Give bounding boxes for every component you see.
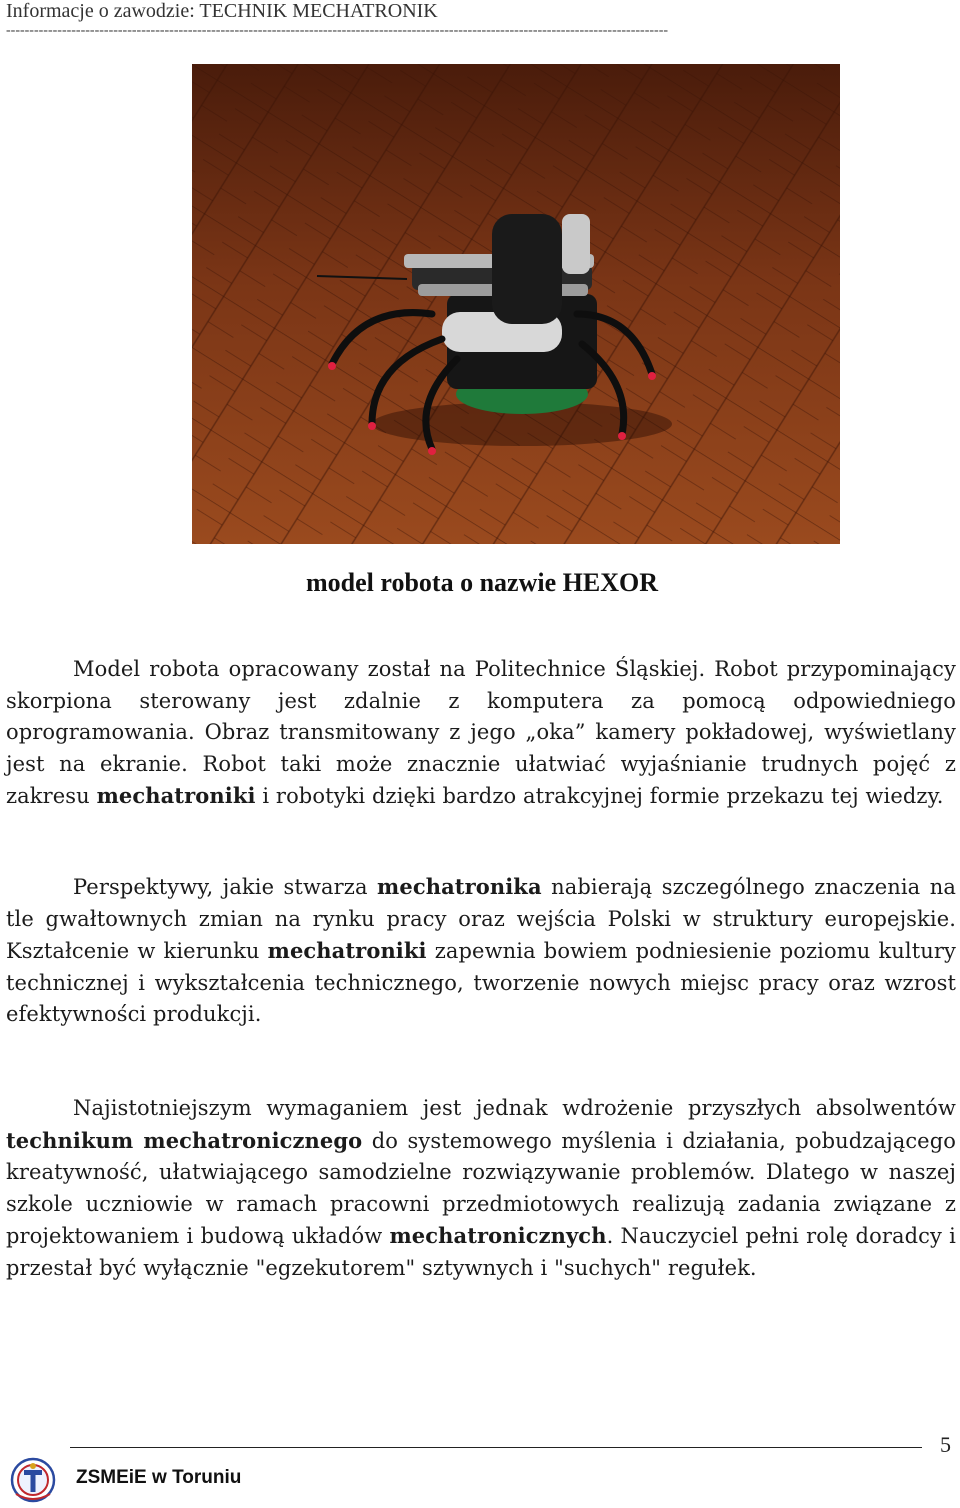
p2-text-1: Perspektywy, jakie stwarza — [73, 875, 378, 899]
p2-bold-1: mechatronika — [377, 874, 542, 899]
figure-caption: model robota o nazwie HEXOR — [306, 568, 658, 597]
p1-bold-1: mechatroniki — [96, 783, 256, 809]
p3-bold-2: mechatronicznych — [389, 1223, 607, 1249]
p2-text-2: nabierają szczególnego znaczenia na tle gwałtownych zmian na rynku pracy oraz wejścia Polski w struktury europejskie. Kształcenie w kierunku — [6, 875, 956, 964]
p2-text-3: zapewnia bowiem podniesienie poziomu kultury technicznej i wykształcenia technicznego, tworzenie nowych miejsc pracy oraz wzrost efektywności produkcji. — [6, 939, 956, 1027]
p3-text-3: . Nauczyciel pełni rolę doradcy i przestał być wyłącznie "egzekutorem" sztywnych i "suchych" regułek. — [6, 1224, 956, 1280]
robot-photo — [192, 64, 840, 544]
p1-text-3: i robotyki dzięki bardzo atrakcyjnej formie przekazu tej wiedzy. — [255, 784, 944, 809]
p3-bold-1: technikum mechatronicznego — [6, 1127, 363, 1153]
page-number: 5 — [940, 1432, 951, 1457]
p3-text-1: Najistotniejszym wymaganiem jest jednak wdrożenie przyszłych absolwentów — [73, 1096, 956, 1120]
paragraph-perspectives — [6, 871, 956, 1031]
p1-text-1: Model robota opracowany został na Politechnice Śląskiej. Robot przypominający skorpiona sterowany jest zdalnie z komputera za pomocą odpowiedniego oprogramowania. Obraz transmitowany z jego „oka” kamery pokładowej, wyświetlany jest na ekranie. — [6, 657, 956, 776]
p3-text-2: do systemowego myślenia i działania, pobudzającego kreatywność, ułatwiającego samodzielne rozwiązywanie problemów. Dlatego w naszej szkole uczniowie w ramach pracowni przedmiotowych realizują zadania związane z projektowaniem i budową układów — [6, 1128, 956, 1249]
footer-divider — [70, 1447, 922, 1448]
page-header-title: Informacje o zawodzie: TECHNIK MECHATRONIK — [6, 0, 438, 22]
header-dashed-rule: ---------------------------------------------------------------------------------------------------------------------------------------------- — [6, 24, 669, 38]
paragraph-requirements — [6, 1093, 956, 1285]
paragraph-robot-description — [6, 654, 956, 813]
school-logo-icon — [6, 1456, 60, 1504]
p1-text-2: Robot taki może znacznie ułatwiać wyjaśnianie trudnych pojęć z zakresu — [6, 751, 956, 809]
footer-organization: ZSMEiE w Toruniu — [76, 1467, 242, 1488]
p2-bold-2: mechatroniki — [267, 938, 427, 964]
